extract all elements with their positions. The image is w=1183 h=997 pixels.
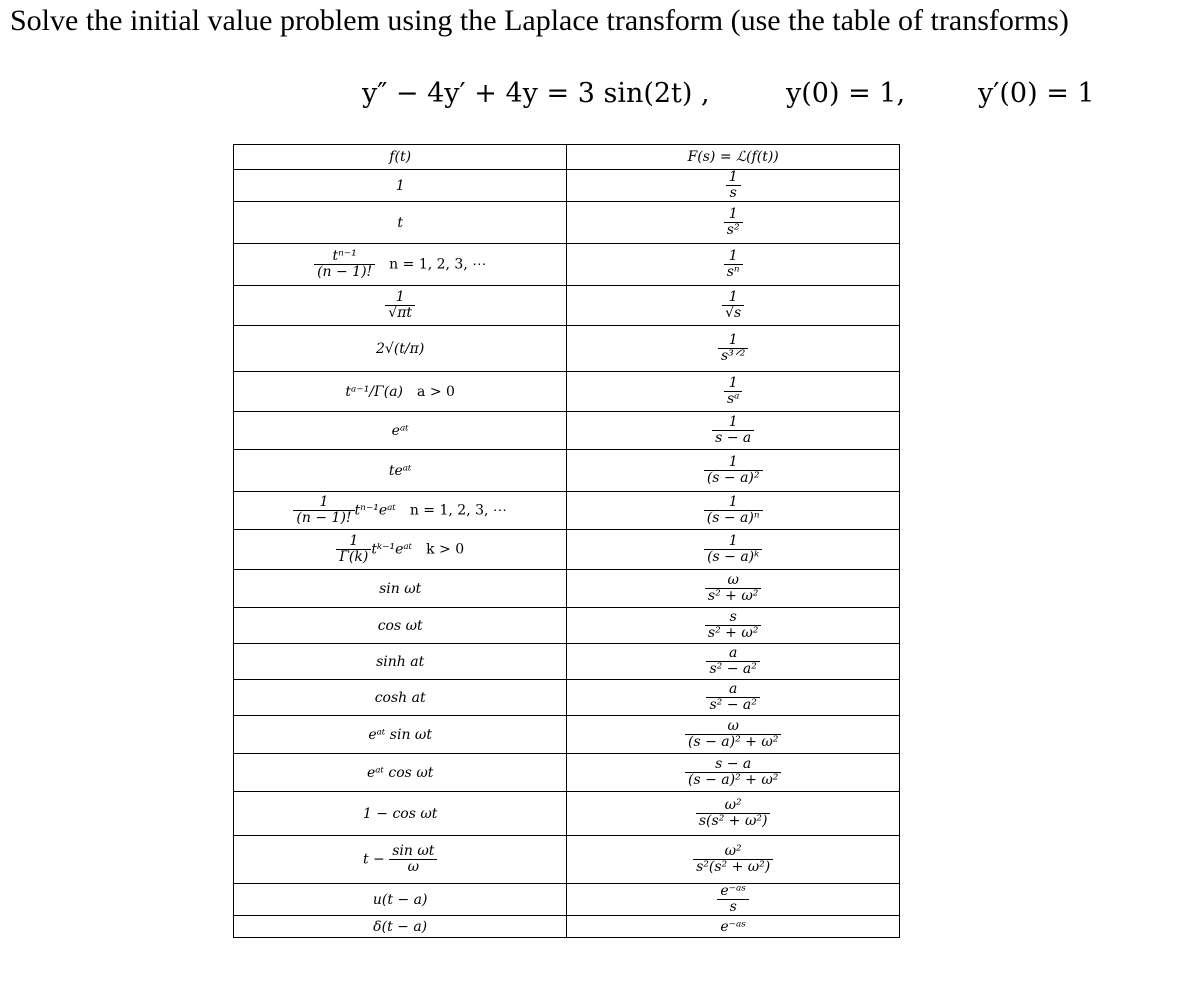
f-expression: sinh at — [376, 653, 425, 670]
f-expression: eᵃᵗ sin ωt — [368, 726, 432, 743]
F-fraction — [693, 844, 773, 875]
F-fraction — [704, 534, 762, 565]
cell-F — [567, 372, 900, 412]
F-fraction — [705, 610, 761, 641]
f-fraction — [336, 534, 371, 565]
f-expression: tᵃ⁻¹/Γ(a) — [345, 383, 404, 400]
F-fraction — [722, 290, 744, 321]
cell-F — [567, 836, 900, 884]
F-numerator: 1 — [712, 415, 754, 431]
F-numerator: 1 — [724, 207, 743, 223]
f-expression: 1 — [395, 177, 405, 194]
F-numerator: 1 — [704, 495, 763, 511]
table-row — [234, 530, 900, 570]
cell-F — [567, 570, 900, 608]
f-expression: cosh at — [374, 689, 426, 706]
cell-f — [234, 608, 567, 644]
cell-f — [234, 884, 567, 916]
table-row — [234, 754, 900, 792]
problem-prompt: Solve the initial value problem using the Laplace transform (use the table of transforms) — [10, 4, 1069, 37]
cell-f — [234, 836, 567, 884]
cell-f — [234, 170, 567, 202]
table-row — [234, 170, 900, 202]
f-expression: eᵃᵗ cos ωt — [366, 764, 434, 781]
cell-f — [234, 530, 567, 570]
cell-F — [567, 326, 900, 372]
table-row — [234, 492, 900, 530]
table-row — [234, 244, 900, 286]
f-denominator: (n − 1)! — [317, 264, 373, 280]
F-numerator: ω² — [693, 844, 773, 860]
differential-equation: y″ − 4y′ + 4y = 3 sin(2t) , — [362, 78, 710, 109]
F-denominator: s — [729, 899, 737, 915]
F-denominator: s(s² + ω²) — [698, 813, 768, 829]
f-condition: k > 0 — [426, 541, 465, 558]
table-row — [234, 716, 900, 754]
cell-F — [567, 884, 900, 916]
cell-F — [567, 716, 900, 754]
F-denominator: s² + ω² — [707, 625, 759, 641]
f-denominator: Γ(k) — [339, 549, 369, 565]
F-fraction — [724, 207, 743, 238]
F-denominator: s²(s² + ω²) — [696, 859, 771, 875]
f-fraction — [389, 844, 437, 875]
F-fraction — [724, 249, 743, 280]
cell-f — [234, 372, 567, 412]
f-denominator: √πt — [388, 305, 413, 321]
f-denominator: (n − 1)! — [296, 510, 352, 526]
F-numerator: ω — [685, 719, 781, 735]
F-fraction — [696, 798, 771, 829]
f-numerator: tⁿ⁻¹ — [314, 249, 375, 265]
F-denominator: (s − a)ᵏ — [707, 549, 760, 565]
f-numerator: sin ωt — [389, 844, 437, 860]
f-numerator: 1 — [385, 290, 415, 306]
cell-f — [234, 286, 567, 326]
f-fraction — [293, 495, 354, 526]
table-header-row — [234, 145, 900, 170]
table-row — [234, 836, 900, 884]
F-expression: e⁻ᵃˢ — [720, 918, 746, 935]
F-denominator: s² — [726, 222, 740, 238]
F-denominator: s — [729, 185, 737, 201]
F-fraction — [685, 757, 781, 788]
F-fraction — [704, 495, 763, 526]
f-prefix: t − — [362, 851, 385, 868]
F-numerator: 1 — [724, 376, 742, 392]
F-fraction — [718, 333, 748, 364]
table-row — [234, 286, 900, 326]
f-fraction — [314, 249, 375, 280]
F-numerator: ω — [705, 573, 761, 589]
cell-f — [234, 450, 567, 492]
cell-f — [234, 412, 567, 450]
F-numerator: a — [706, 646, 759, 662]
f-denominator: ω — [407, 859, 419, 875]
F-numerator: 1 — [726, 170, 741, 186]
F-numerator: ω² — [696, 798, 771, 814]
laplace-transform-table — [233, 144, 900, 938]
f-condition: a > 0 — [417, 383, 455, 400]
F-numerator: 1 — [704, 455, 763, 471]
f-expression: 2√(t/π) — [376, 340, 425, 357]
F-numerator: 1 — [718, 333, 748, 349]
f-expression: t — [397, 214, 403, 231]
cell-f — [234, 916, 567, 938]
cell-F — [567, 492, 900, 530]
header-f: f(t) — [234, 145, 567, 170]
cell-f — [234, 570, 567, 608]
F-fraction — [712, 415, 754, 446]
f-expression: 1 − cos ωt — [362, 805, 438, 822]
cell-f — [234, 680, 567, 716]
table-row — [234, 570, 900, 608]
cell-F — [567, 792, 900, 836]
table-row — [234, 608, 900, 644]
F-numerator: a — [706, 682, 759, 698]
F-denominator: (s − a)² + ω² — [687, 734, 779, 750]
cell-f — [234, 792, 567, 836]
f-expression: u(t − a) — [372, 891, 428, 908]
f-expression: sin ωt — [379, 580, 422, 597]
equation-line — [0, 72, 1183, 120]
F-denominator: sⁿ — [726, 264, 740, 280]
cell-f — [234, 716, 567, 754]
header-F: F(s) = ℒ(f(t)) — [567, 145, 900, 170]
cell-F — [567, 202, 900, 244]
cell-f — [234, 202, 567, 244]
table-row — [234, 326, 900, 372]
cell-f — [234, 492, 567, 530]
F-numerator: s − a — [685, 757, 781, 773]
cell-F — [567, 530, 900, 570]
F-denominator: s³ᐟ² — [720, 348, 746, 364]
cell-f — [234, 244, 567, 286]
f-numerator: 1 — [293, 495, 354, 511]
cell-f — [234, 644, 567, 680]
cell-f — [234, 326, 567, 372]
cell-F — [567, 286, 900, 326]
f-expression: eᵃᵗ — [391, 422, 409, 439]
table-row — [234, 644, 900, 680]
F-denominator: s² + ω² — [707, 588, 759, 604]
F-numerator: 1 — [704, 534, 762, 550]
table-row — [234, 884, 900, 916]
F-numerator: s — [705, 610, 761, 626]
F-fraction — [704, 455, 763, 486]
F-numerator: e⁻ᵃˢ — [717, 884, 749, 900]
F-numerator: 1 — [724, 249, 743, 265]
cell-F — [567, 680, 900, 716]
cell-F — [567, 244, 900, 286]
F-fraction — [706, 646, 759, 677]
f-fraction — [385, 290, 415, 321]
F-denominator: (s − a)ⁿ — [706, 510, 760, 526]
cell-F — [567, 916, 900, 938]
F-denominator: s² − a² — [709, 697, 757, 713]
F-fraction — [706, 682, 759, 713]
F-denominator: s − a — [715, 430, 752, 446]
initial-condition-y: y(0) = 1, — [786, 78, 906, 109]
F-fraction — [724, 376, 742, 407]
f-tail: tⁿ⁻¹eᵃᵗ — [354, 502, 396, 519]
F-denominator: sᵃ — [726, 391, 740, 407]
f-condition: n = 1, 2, 3, ⋯ — [409, 502, 507, 519]
f-expression: δ(t − a) — [373, 918, 428, 935]
F-fraction — [717, 884, 749, 915]
table-row — [234, 916, 900, 938]
initial-condition-yprime: y′(0) = 1 — [978, 78, 1095, 109]
F-denominator: (s − a)² — [706, 470, 760, 486]
F-denominator: √s — [725, 305, 742, 321]
f-numerator: 1 — [336, 534, 371, 550]
table-row — [234, 680, 900, 716]
table-row — [234, 450, 900, 492]
cell-F — [567, 644, 900, 680]
F-fraction — [726, 170, 741, 201]
f-expression: cos ωt — [377, 617, 423, 634]
F-numerator: 1 — [722, 290, 744, 306]
f-expression: teᵃᵗ — [388, 462, 412, 479]
f-condition: n = 1, 2, 3, ⋯ — [389, 256, 487, 273]
table-row — [234, 792, 900, 836]
F-fraction — [705, 573, 761, 604]
cell-F — [567, 450, 900, 492]
table-row — [234, 412, 900, 450]
cell-F — [567, 412, 900, 450]
f-tail: tᵏ⁻¹eᵃᵗ — [371, 541, 413, 558]
table-body — [234, 170, 900, 938]
table-row — [234, 202, 900, 244]
F-fraction — [685, 719, 781, 750]
cell-F — [567, 170, 900, 202]
table-row — [234, 372, 900, 412]
cell-F — [567, 608, 900, 644]
cell-F — [567, 754, 900, 792]
F-denominator: (s − a)² + ω² — [687, 772, 779, 788]
cell-f — [234, 754, 567, 792]
F-denominator: s² − a² — [709, 661, 757, 677]
